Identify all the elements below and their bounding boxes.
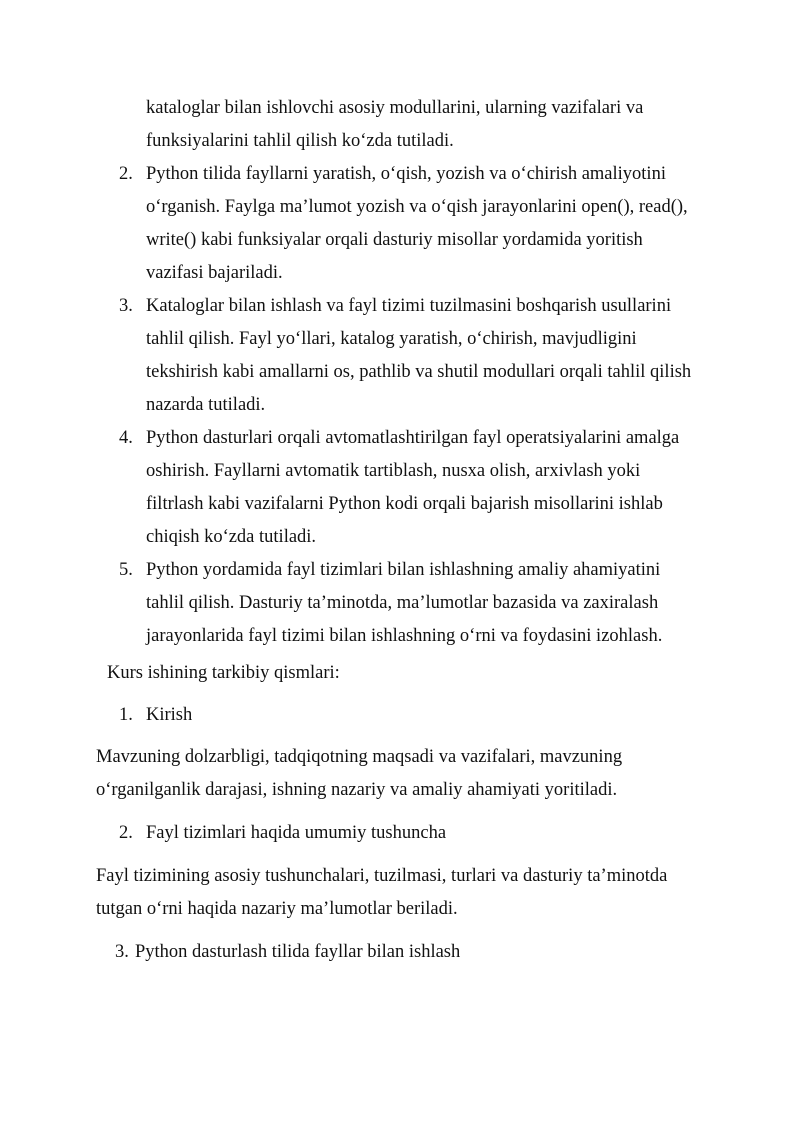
objective-2-line-4: vazifasi bajariladi. bbox=[146, 263, 283, 283]
section-1-description-line-2: o‘rganilganlik darajasi, ishning nazariy va amaliy ahamiyati yoritiladi. bbox=[96, 780, 618, 800]
structure-heading: Kurs ishining tarkibiy qismlari: bbox=[107, 663, 340, 683]
objective-2-line-2: o‘rganish. Faylga ma’lumot yozish va o‘qish jarayonlarini open(), read(), bbox=[146, 197, 688, 217]
objective-3-line-4: nazarda tutiladi. bbox=[146, 395, 266, 415]
objective-5-line-2: tahlil qilish. Dasturiy ta’minotda, ma’lumotlar bazasida va zaxiralash bbox=[146, 593, 659, 613]
objective-4-number: 4. bbox=[119, 428, 133, 448]
objective-5-line-1: Python yordamida fayl tizimlari bilan ishlashning amaliy ahamiyatini bbox=[146, 560, 661, 580]
section-3-title: Python dasturlash tilida fayllar bilan ishlash bbox=[135, 942, 461, 962]
section-1-number: 1. bbox=[119, 705, 133, 725]
objective-2-line-1: Python tilida fayllarni yaratish, o‘qish, yozish va o‘chirish amaliyotini bbox=[146, 164, 666, 184]
section-1-title: Kirish bbox=[146, 705, 193, 725]
objective-5-number: 5. bbox=[119, 560, 133, 580]
section-3-number: 3. bbox=[115, 942, 129, 962]
objective-4-line-2: oshirish. Fayllarni avtomatik tartiblash, nusxa olish, arxivlash yoki bbox=[146, 461, 641, 481]
objective-2-line-3: write() kabi funksiyalar orqali dasturiy misollar yordamida yoritish bbox=[146, 230, 643, 250]
objective-3-line-1: Kataloglar bilan ishlash va fayl tizimi tuzilmasini boshqarish usullarini bbox=[146, 296, 672, 316]
objective-3-line-2: tahlil qilish. Fayl yo‘llari, katalog yaratish, o‘chirish, mavjudligini bbox=[146, 329, 637, 349]
objective-1-line-1: kataloglar bilan ishlovchi asosiy modullarini, ularning vazifalari va bbox=[146, 98, 644, 118]
section-1-description-line-1: Mavzuning dolzarbligi, tadqiqotning maqsadi va vazifalari, mavzuning bbox=[96, 747, 623, 767]
objective-4-line-3: filtrlash kabi vazifalarni Python kodi orqali bajarish misollarini ishlab bbox=[146, 494, 663, 514]
section-2-title: Fayl tizimlari haqida umumiy tushuncha bbox=[146, 823, 447, 843]
objective-3-number: 3. bbox=[119, 296, 133, 316]
section-2-description-line-2: tutgan o‘rni haqida nazariy ma’lumotlar beriladi. bbox=[96, 899, 458, 919]
objective-5-line-3: jarayonlarida fayl tizimi bilan ishlashning o‘rni va foydasini izohlash. bbox=[146, 626, 663, 646]
objective-2-number: 2. bbox=[119, 164, 133, 184]
section-2-number: 2. bbox=[119, 823, 133, 843]
section-2-description-line-1: Fayl tizimining asosiy tushunchalari, tuzilmasi, turlari va dasturiy ta’minotda bbox=[96, 866, 668, 886]
objective-4-line-4: chiqish ko‘zda tutiladi. bbox=[146, 527, 317, 547]
objective-3-line-3: tekshirish kabi amallarni os, pathlib va shutil modullari orqali tahlil qilish bbox=[146, 362, 692, 382]
objective-4-line-1: Python dasturlari orqali avtomatlashtirilgan fayl operatsiyalarini amalga bbox=[146, 428, 680, 448]
objective-1-line-2: funksiyalarini tahlil qilish ko‘zda tutiladi. bbox=[146, 131, 454, 151]
